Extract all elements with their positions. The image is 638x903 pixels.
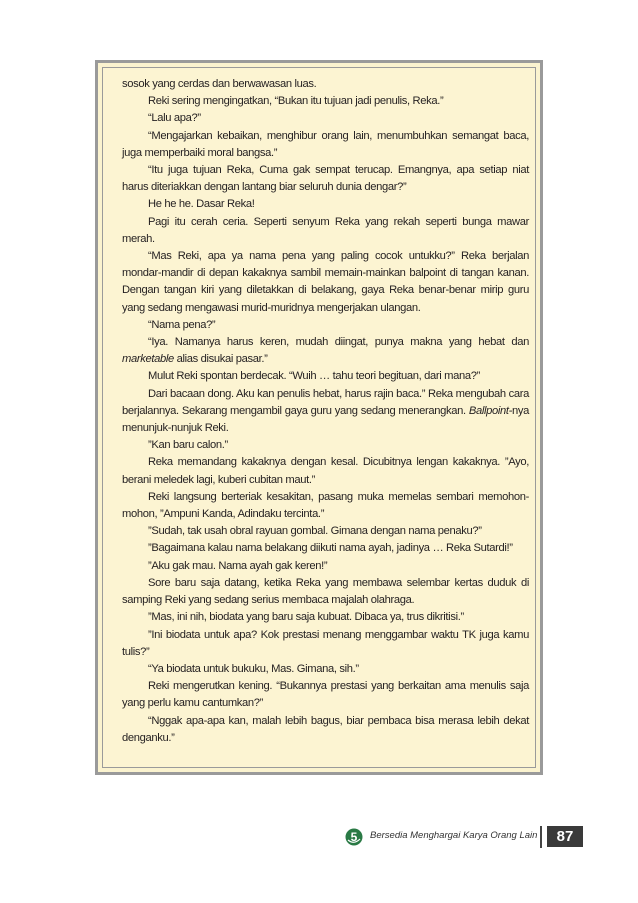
story-paragraph [122,196,529,213]
paragraph-text: “Mas Reki, apa ya nama pena yang paling cocok untukku?” Reka berjalan mondar-mandir di depan kakaknya sambil memain-mainkan balpoint di tangan kanan. Dengan tangan kiri yang diletakkan di belakang, gaya Reka benar-benar mirip guru yang sedang mengawasi murid-muridnya mengerjakan ulangan. [122,250,529,314]
page-number: 87 [547,826,583,847]
story-paragraph [122,489,529,523]
italic-term: Ballpoint- [468,404,512,417]
story-paragraph [122,575,529,609]
story-paragraph [122,317,529,334]
paragraph-text: ”Ini biodata untuk apa? Kok prestasi menang menggambar waktu TK juga kamu tulis?” [122,628,529,658]
paragraph-text: Dari bacaan dong. Aku kan penulis hebat, harus rajin baca.” Reka mengubah cara berjalannya. Sekarang mengambil gaya guru yang sedang menerangkan. [122,387,529,417]
chapter-5-icon [345,828,363,846]
paragraph-text: nya menunjuk-nunjuk Reki. [122,404,529,435]
story-paragraph [122,368,529,385]
story-paragraph [122,248,529,317]
paragraph-text: “Itu juga tujuan Reka, Cuma gak sempat terucap. Emangnya, apa setiap niat harus diteriakkan dengan lantang biar seluruh dunia dengar?” [122,164,529,194]
paragraph-text: “Lalu apa?” [148,112,201,125]
story-paragraph [122,334,529,368]
paragraph-text: ”Kan baru calon.” [148,439,228,452]
paragraph-text: Sore baru saja datang, ketika Reka yang membawa selembar kertas duduk di samping Reki yang sedang serius membaca majalah olahraga. [122,576,529,607]
paragraph-text: “Ya biodata untuk bukuku, Mas. Gimana, sih.” [148,662,359,675]
story-paragraph [122,540,529,557]
paragraph-text: “Mengajarkan kebaikan, menghibur orang lain, menumbuhkan semangat baca, juga memperbaiki moral bangsa.” [122,129,529,159]
page-footer [0,825,638,849]
paragraph-text: ”Mas, ini nih, biodata yang baru saja kubuat. Dibaca ya, trus dikritisi.” [148,611,464,624]
story-paragraph [122,162,529,196]
story-paragraph [122,437,529,454]
paragraph-text: “Nama pena?” [148,318,216,331]
paragraph-text: Reki mengerutkan kening. “Bukannya prestasi yang berkaitan ama menulis saja yang perlu kamu cantumkan?” [122,680,529,710]
story-paragraph [122,713,529,747]
paragraph-text: Pagi itu cerah ceria. Seperti senyum Reka yang rekah seperti bunga mawar merah. [122,215,529,245]
story-paragraph [122,661,529,678]
paragraph-text: alias disukai pasar.” [173,353,268,366]
footer-divider [540,826,542,848]
paragraph-text: Reki sering mengingatkan, “Bukan itu tujuan jadi penulis, Reka.” [148,95,444,108]
chapter-title: Bersedia Menghargai Karya Orang Lain [370,830,538,841]
paragraph-text: Reki langsung berteriak kesakitan, pasang muka memelas sembari memohon-mohon, ”Ampuni Kanda, Adindaku tercinta.” [122,490,529,521]
story-paragraph [122,609,529,626]
story-paragraph [122,558,529,575]
paragraph-text: ”Bagaimana kalau nama belakang diikuti nama ayah, jadinya … Reka Sutardi!” [148,542,513,555]
story-paragraph [122,128,529,162]
chapter-number: 5 [350,830,358,844]
story-text [122,76,529,747]
story-paragraph [122,214,529,248]
paragraph-text: “Nggak apa-apa kan, malah lebih bagus, biar pembaca bisa merasa lebih dekat denganku.” [122,714,529,744]
story-paragraph [122,678,529,712]
paragraph-text: ”Sudah, tak usah obral rayuan gombal. Gimana dengan nama penaku?” [148,525,482,538]
story-paragraph [122,523,529,540]
paragraph-text: Reka memandang kakaknya dengan kesal. Dicubitnya lengan kakaknya. ”Ayo, berani meledek lagi, kuberi cubitan maut.” [122,456,529,486]
story-paragraph [122,93,529,110]
story-paragraph [122,76,529,93]
paragraph-text: “Iya. Namanya harus keren, mudah diingat, punya makna yang hebat dan [148,336,529,349]
paragraph-text: Mulut Reki spontan berdecak. “Wuih … tahu teori begituan, dari mana?” [148,370,480,383]
story-paragraph [122,454,529,488]
paragraph-text: sosok yang cerdas dan berwawasan luas. [122,78,317,90]
paragraph-text: ”Aku gak mau. Nama ayah gak keren!” [148,559,328,572]
story-paragraph [122,110,529,127]
story-paragraph [122,386,529,438]
italic-term: marketable [122,353,174,366]
paragraph-text: He he he. Dasar Reka! [148,198,255,211]
story-paragraph [122,627,529,661]
